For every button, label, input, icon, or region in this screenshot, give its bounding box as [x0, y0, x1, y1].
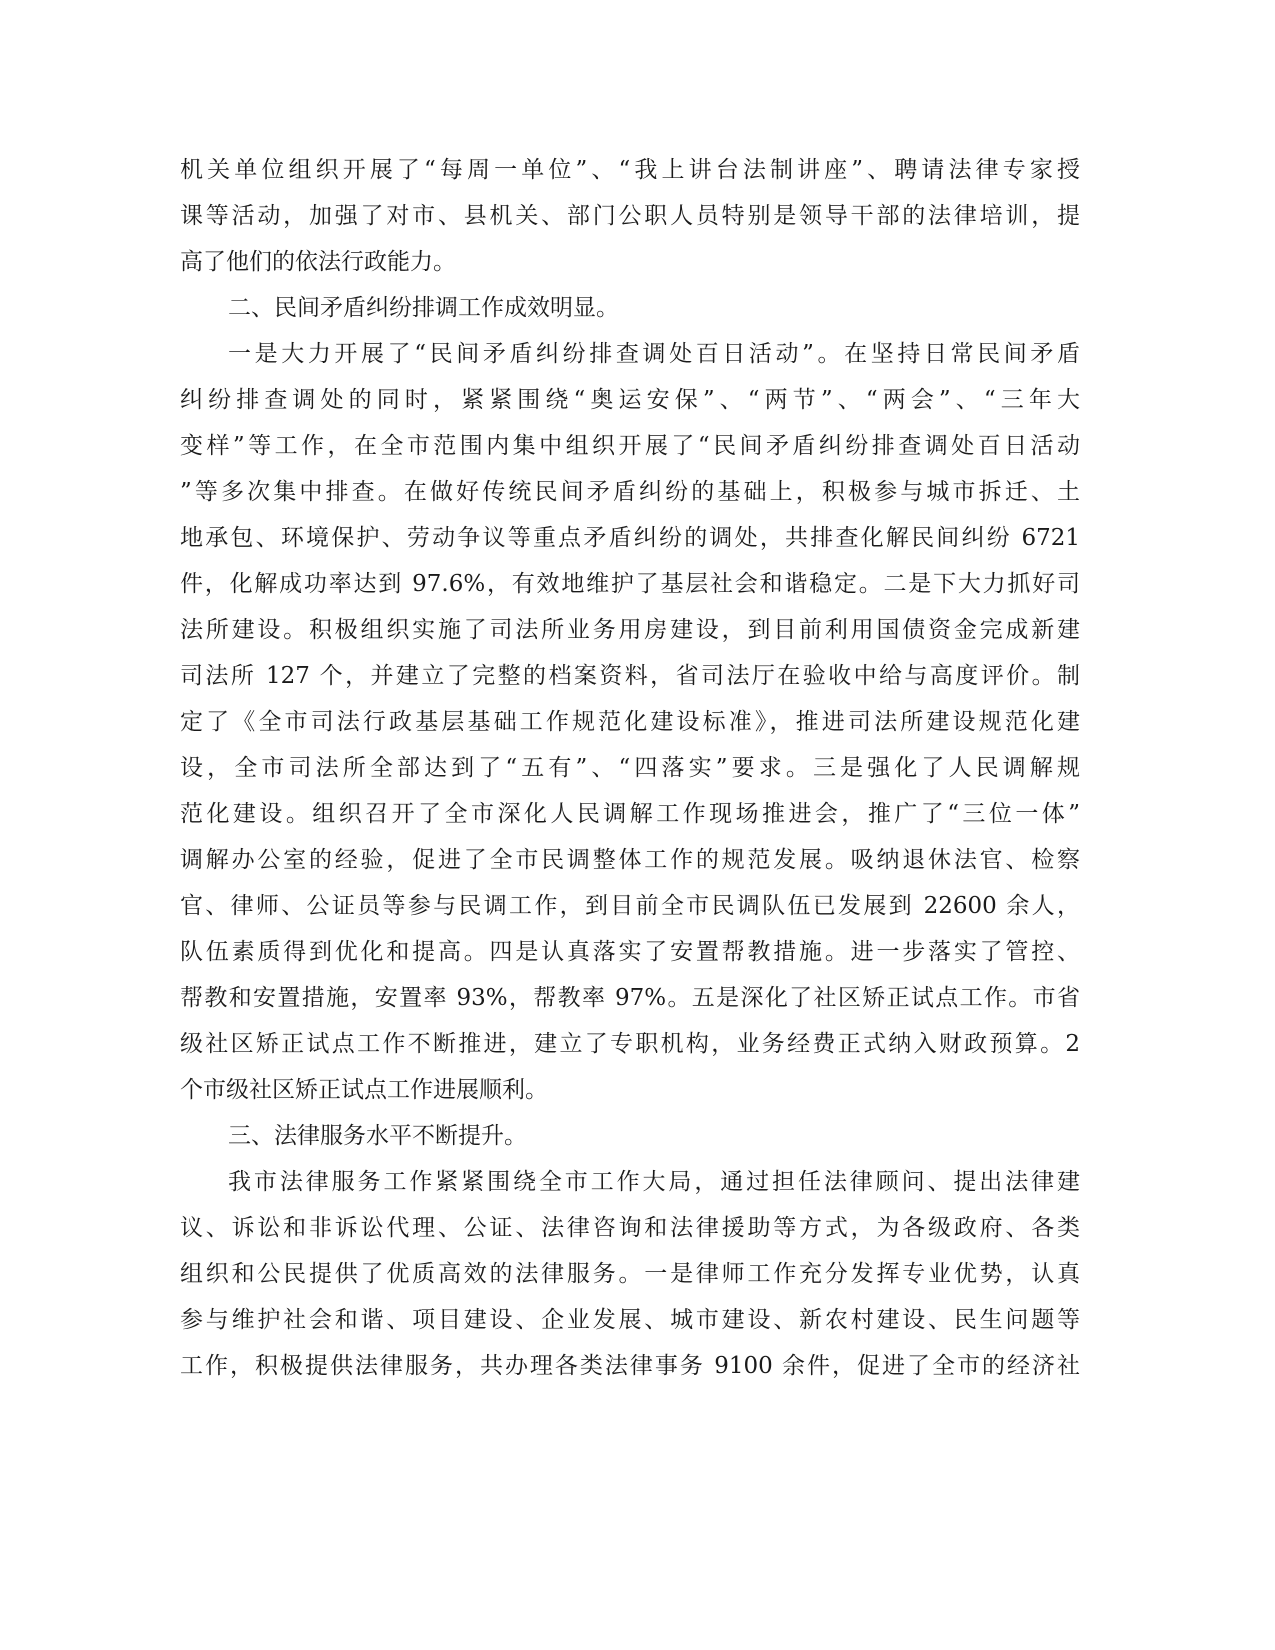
paragraph-line: 课等活动，加强了对市、县机关、部门公职人员特别是领导干部的法律培训，提 [180, 203, 1080, 229]
paragraph-line: 件，化解成功率达到 97.6%，有效地维护了基层社会和谐稳定。二是下大力抓好司 [180, 571, 1080, 597]
paragraph-line: ”等多次集中排查。在做好传统民间矛盾纠纷的基础上，积极参与城市拆迁、土 [180, 479, 1080, 505]
paragraph-line: 组织和公民提供了优质高效的法律服务。一是律师工作充分发挥专业优势，认真 [180, 1261, 1080, 1287]
paragraph-line: 一是大力开展了“民间矛盾纠纷排查调处百日活动”。在坚持日常民间矛盾 [228, 341, 1080, 367]
paragraph-line: 我市法律服务工作紧紧围绕全市工作大局，通过担任法律顾问、提出法律建 [228, 1169, 1080, 1195]
paragraph-line: 纠纷排查调处的同时，紧紧围绕“奥运安保”、“两节”、“两会”、“三年大 [180, 387, 1080, 413]
paragraph-line: 官、律师、公证员等参与民调工作，到目前全市民调队伍已发展到 22600 余人， [180, 893, 1080, 919]
paragraph-line: 法所建设。积极组织实施了司法所业务用房建设，到目前利用国债资金完成新建 [180, 617, 1080, 643]
paragraph-line: 调解办公室的经验，促进了全市民调整体工作的规范发展。吸纳退休法官、检察 [180, 847, 1080, 873]
paragraph-line: 机关单位组织开展了“每周一单位”、“我上讲台法制讲座”、聘请法律专家授 [180, 157, 1080, 183]
paragraph-line: 变样”等工作，在全市范围内集中组织开展了“民间矛盾纠纷排查调处百日活动 [180, 433, 1080, 459]
paragraph-line: 地承包、环境保护、劳动争议等重点矛盾纠纷的调处，共排查化解民间纠纷 6721 [180, 525, 1080, 551]
paragraph-line: 议、诉讼和非诉讼代理、公证、法律咨询和法律援助等方式，为各级政府、各类 [180, 1215, 1080, 1241]
paragraph-line: 工作，积极提供法律服务，共办理各类法律事务 9100 余件，促进了全市的经济社 [180, 1353, 1080, 1379]
paragraph-line: 定了《全市司法行政基层基础工作规范化建设标准》，推进司法所建设规范化建 [180, 709, 1080, 735]
paragraph-line: 级社区矫正试点工作不断推进，建立了专职机构，业务经费正式纳入财政预算。2 [180, 1031, 1080, 1057]
paragraph-line: 参与维护社会和谐、项目建设、企业发展、城市建设、新农村建设、民生问题等 [180, 1307, 1080, 1333]
paragraph-line: 范化建设。组织召开了全市深化人民调解工作现场推进会，推广了“三位一体” [180, 801, 1080, 827]
paragraph-line: 高了他们的依法行政能力。 [180, 249, 456, 275]
paragraph-line: 设，全市司法所全部达到了“五有”、“四落实”要求。三是强化了人民调解规 [180, 755, 1080, 781]
section-heading: 三、法律服务水平不断提升。 [228, 1123, 527, 1149]
paragraph-line: 司法所 127 个，并建立了完整的档案资料，省司法厅在验收中给与高度评价。制 [180, 663, 1080, 689]
paragraph-line: 个市级社区矫正试点工作进展顺利。 [180, 1077, 548, 1103]
paragraph-line: 队伍素质得到优化和提高。四是认真落实了安置帮教措施。进一步落实了管控、 [180, 939, 1080, 965]
paragraph-line: 帮教和安置措施，安置率 93%，帮教率 97%。五是深化了社区矫正试点工作。市省 [180, 985, 1080, 1011]
section-heading: 二、民间矛盾纠纷排调工作成效明显。 [228, 295, 619, 321]
